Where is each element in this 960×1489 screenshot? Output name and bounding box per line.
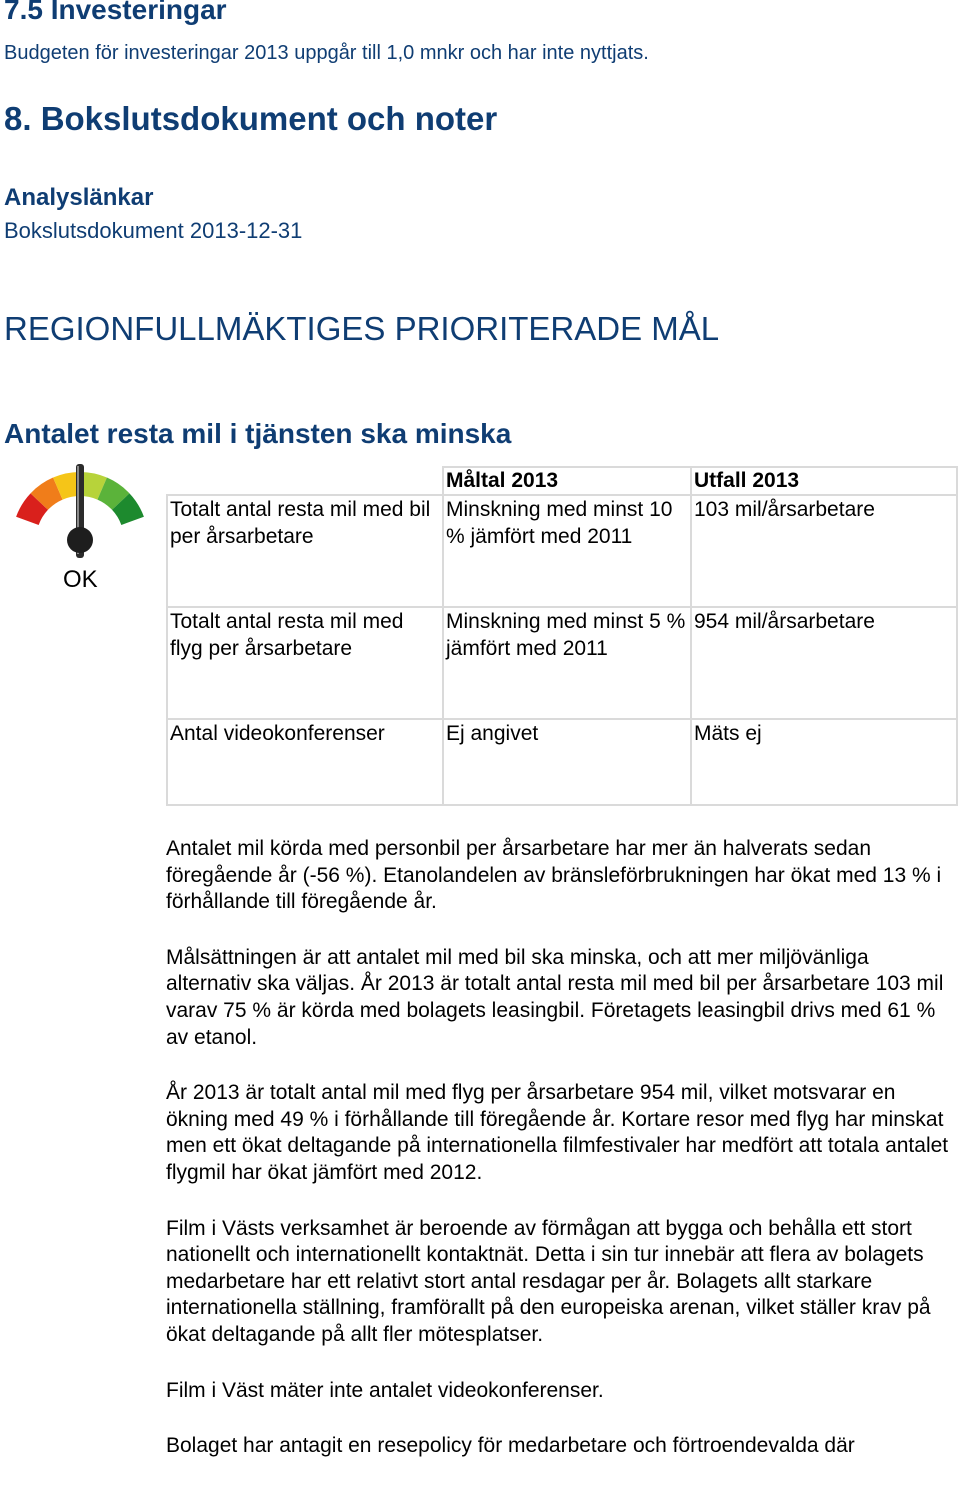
cell-target: Minskning med minst 10 % jämfört med 2011	[443, 495, 691, 607]
cell-outcome: 103 mil/årsarbetare	[691, 495, 957, 607]
heading-investments: 7.5 Investeringar	[4, 0, 227, 25]
cell-indicator: Totalt antal resta mil med bil per årsarbetare	[167, 495, 443, 607]
table-header-row	[167, 467, 957, 495]
investments-text: Budgeten för investeringar 2013 uppgår till 1,0 mnkr och har inte nyttjats.	[4, 42, 649, 64]
analysis-body	[166, 836, 956, 1489]
closing-document-date: Bokslutsdokument 2013-12-31	[4, 218, 303, 243]
header-target: Måltal 2013	[443, 467, 691, 495]
heading-priorities: REGIONFULLMÄKTIGES PRIORITERADE MÅL	[4, 310, 720, 347]
table-row	[167, 607, 957, 719]
heading-closing-documents: 8. Bokslutsdokument och noter	[4, 100, 498, 137]
table-row	[167, 495, 957, 607]
cell-target: Ej angivet	[443, 719, 691, 805]
heading-analysis-links: Analyslänkar	[4, 184, 154, 211]
header-outcome: Utfall 2013	[691, 467, 957, 495]
paragraph: Målsättningen är att antalet mil med bil ska minska, och att mer miljövänliga alternativ ska väljas. År 2013 är totalt antal resta mil med bil per årsarbetare 103 mil varav 75 % är körda med bolagets leasingbil. Företagets leasingbil drivs med 61 % av etanol.	[166, 945, 944, 1049]
goal-table	[166, 466, 958, 806]
gauge-hub	[67, 527, 93, 553]
cell-indicator: Antal videokonferenser	[167, 719, 443, 805]
cell-indicator: Totalt antal resta mil med flyg per årsarbetare	[167, 607, 443, 719]
gauge-icon	[10, 462, 152, 570]
paragraph: Antalet mil körda med personbil per årsarbetare har mer än halverats sedan föregående år (-56 %). Etanolandelen av bränsleförbrukningen har ökat med 13 % i förhållande till föregående år.	[166, 837, 942, 914]
heading-goal: Antalet resta mil i tjänsten ska minska	[4, 418, 512, 449]
table-row	[167, 719, 957, 805]
cell-outcome: 954 mil/årsarbetare	[691, 607, 957, 719]
paragraph: Film i Västs verksamhet är beroende av förmågan att bygga och behålla ett stort nationellt och internationellt kontaktnät. Detta i sin tur innebär att flera av bolagets medarbetare har ett relativt stort antal resdagar per år. Bolagets allt starkare internationella ställning, framförallt på den europeiska arenan, vilket ställer krav på ökat deltagande på allt fler mötesplatser.	[166, 1216, 931, 1346]
paragraph: År 2013 är totalt antal mil med flyg per årsarbetare 954 mil, vilket motsvarar en ökning med 49 % i förhållande till föregående år. Kortare resor med flyg har minskat men ett ökat deltagande på internationella filmfestivaler har medfört att totala antalet flygmil har ökat jämfört med 2012.	[166, 1081, 949, 1184]
paragraph: Bolaget har antagit en resepolicy för medarbetare och förtroendevalda där	[166, 1434, 855, 1458]
cell-outcome: Mäts ej	[691, 719, 957, 805]
cell-target: Minskning med minst 5 % jämfört med 2011	[443, 607, 691, 719]
header-blank	[167, 467, 443, 495]
paragraph: Film i Väst mäter inte antalet videokonferenser.	[166, 1378, 604, 1402]
goal-status: OK	[63, 566, 98, 593]
